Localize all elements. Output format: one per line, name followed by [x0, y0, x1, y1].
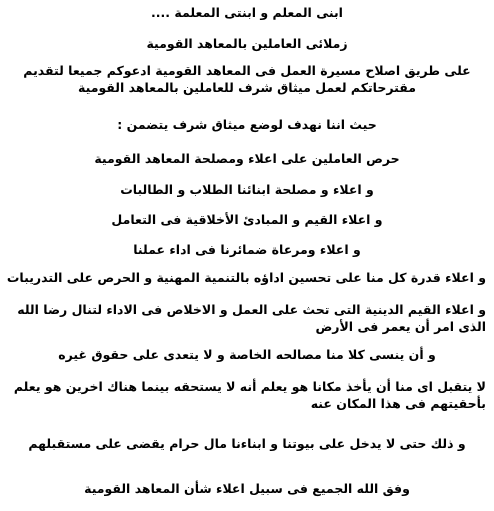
charter-item-merit: لا يتقبل اى منا أن يأخذ مكانا هو يعلم أنه لا يستحقه بينما هناك اخرين هو يعلم بأحقيتهم فى هذا المكان عنه — [13, 379, 486, 411]
charter-item-conscience: و اعلاء ومرعاة ضمائرنا فى اداء عملنا — [133, 242, 361, 257]
charter-item-honest-income: و ذلك حتى لا يدخل على بيوتنا و ابناءنا مال حرام يقضى على مستقبلهم — [28, 436, 466, 451]
charter-item-rights: و أن ينسى كلا منا مصالحه الخاصة و لا يتعدى على حقوق غيره — [58, 347, 436, 362]
charter-item-religious-values: و اعلاء القيم الدينية التى تحث على العمل و الاخلاص فى الاداء لتنال رضا الله الذى امر أن يعمر فى الأرض — [17, 302, 486, 334]
invitation-paragraph: على طريق اصلاح مسيرة العمل فى المعاهد القومية ادعوكم جميعا لتقديم مقترحاتكم لعمل ميثاق شرف للعاملين بالمعاهد القومية — [23, 63, 471, 95]
charter-item-ethics: و اعلاء القيم و المبادئ الأخلاقية فى التعامل — [111, 212, 383, 227]
greeting-colleagues: زملائى العاملين بالمعاهد القومية — [146, 36, 348, 51]
greeting-teachers: ابنى المعلم و ابنتى المعلمة .... — [151, 5, 343, 20]
closing-line: وفق الله الجميع فى سبيل اعلاء شأن المعاهد القومية — [84, 481, 410, 496]
charter-item-institutes: حرص العاملين على اعلاء ومصلحة المعاهد القومية — [94, 151, 400, 166]
charter-item-development: و اعلاء قدرة كل منا على تحسين اداؤه بالتنمية المهنية و الحرص على التدريبات — [6, 270, 486, 285]
charter-item-students: و اعلاء و مصلحة ابنائنا الطلاب و الطالبات — [120, 182, 374, 197]
charter-intro: حيث اننا نهدف لوضع ميثاق شرف يتضمن : — [117, 117, 377, 132]
